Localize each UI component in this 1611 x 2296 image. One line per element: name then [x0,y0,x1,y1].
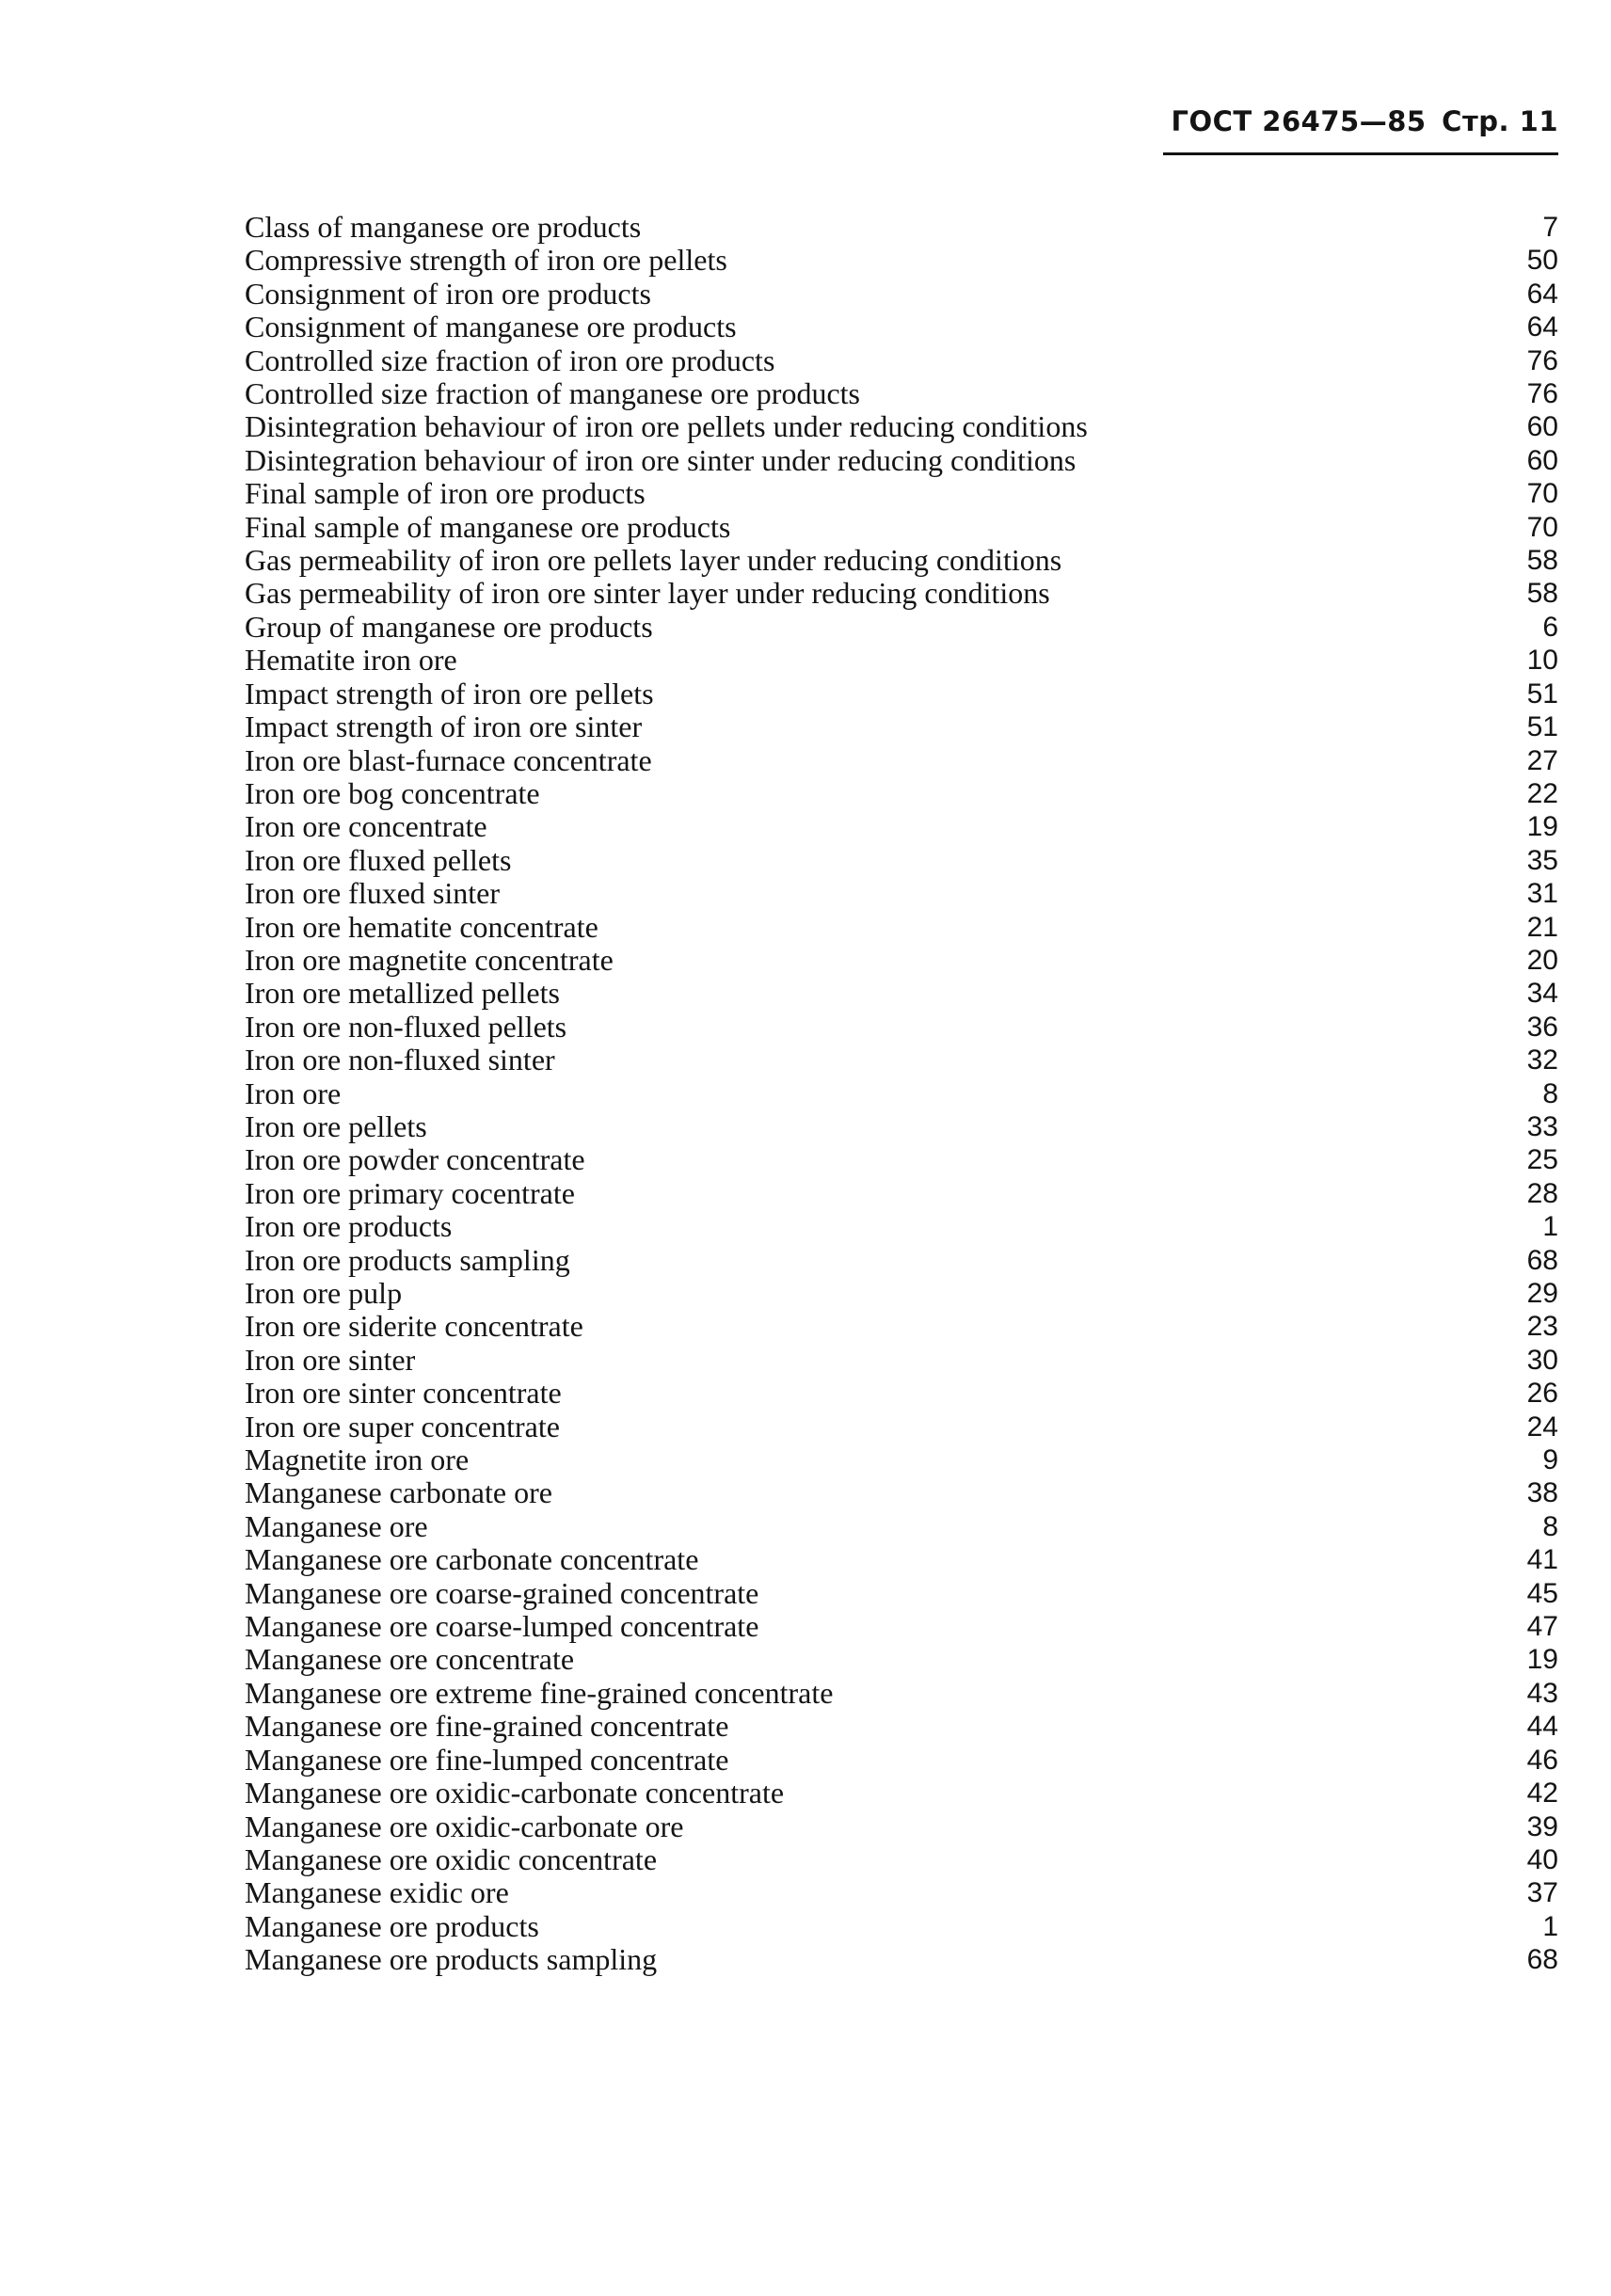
index-entry [245,1810,1558,1843]
index-page-number: 58 [1526,545,1558,577]
index-term: Iron ore blast-furnace concentrate [245,742,652,777]
index-term: Final sample of manganese ore products [245,509,731,544]
index-term: Consignment of manganese ore products [245,310,737,344]
index-entry [245,1077,1558,1110]
index-entry [245,810,1558,843]
index-entry [245,678,1558,710]
index-page-number: 8 [1542,1510,1558,1542]
index-page-number: 29 [1526,1278,1558,1309]
index-term: Manganese ore oxidic-carbonate concentrate [245,1776,785,1810]
index-entry [245,244,1558,277]
index-entry [245,1943,1558,1976]
index-term: Manganese ore coarse-lumped concentrate [245,1609,759,1644]
index-page-number: 6 [1542,611,1558,643]
index-entry [245,377,1558,410]
index-term: Impact strength of iron ore pellets [245,676,654,710]
index-entry [245,1011,1558,1044]
index-page-number: 35 [1526,844,1558,876]
index-page-number: 19 [1526,1644,1558,1676]
index-entry [245,1344,1558,1377]
index-entry [245,644,1558,677]
index-entry [245,1443,1558,1476]
index-term: Manganese ore fine-lumped concentrate [245,1742,729,1777]
index-entry [245,544,1558,577]
index-page-number: 44 [1526,1711,1558,1743]
index-entry [245,1411,1558,1443]
index-entry [245,278,1558,311]
index-page-number: 47 [1526,1611,1558,1643]
index-term: Gas permeability of iron ore sinter layer under reducing conditions [245,576,1050,611]
index-entry [245,1876,1558,1909]
index-term: Manganese ore coarse-grained concentrate [245,1575,759,1610]
index-page-number: 60 [1526,411,1558,443]
index-page-number: 40 [1526,1843,1558,1875]
index-term: Iron ore pulp [245,1276,403,1310]
index-page-number: 76 [1526,378,1558,410]
index-term: Class of manganese ore products [245,210,642,244]
index-entry [245,877,1558,910]
index-entry [245,1910,1558,1943]
index-entry [245,977,1558,1010]
index-page-number: 58 [1526,578,1558,610]
index-page-number: 43 [1526,1677,1558,1709]
page-header [1163,105,1558,137]
index-page-number: 64 [1526,311,1558,343]
index-entry [245,444,1558,477]
index-term: Final sample of iron ore products [245,476,646,511]
index-page-number: 28 [1526,1177,1558,1209]
index-term: Manganese exidic ore [245,1875,509,1910]
index-page-number: 31 [1526,878,1558,910]
index-entry [245,744,1558,777]
index-term: Manganese ore [245,1508,428,1543]
index-entry [245,477,1558,510]
index-term: Manganese ore oxidic concentrate [245,1842,658,1876]
index-entry [245,710,1558,743]
index-entry [245,1510,1558,1543]
index-page-number: 10 [1526,645,1558,677]
index-page-number: 68 [1526,1944,1558,1976]
header-rule [1163,152,1558,155]
index-page-number: 37 [1526,1877,1558,1909]
index-page-number: 30 [1526,1344,1558,1376]
index-term: Iron ore concentrate [245,809,487,844]
index-entry [245,844,1558,877]
index-term: Iron ore products [245,1209,453,1244]
index-term: Controlled size fraction of manganese ore products [245,376,860,411]
index-entry [245,611,1558,644]
index-page-number: 41 [1526,1544,1558,1576]
index-entry [245,1643,1558,1676]
index-page-number: 64 [1526,278,1558,310]
index-term: Manganese ore extreme fine-grained concentrate [245,1675,834,1710]
index-entry [245,1244,1558,1277]
index-entry [245,211,1558,244]
index-entry [245,911,1558,944]
index-term: Iron ore super concentrate [245,1409,560,1443]
index-page-number: 23 [1526,1311,1558,1343]
index-page-number: 26 [1526,1378,1558,1410]
index-page-number: 51 [1526,711,1558,743]
index-term: Iron ore [245,1076,342,1110]
index-page-number: 25 [1526,1144,1558,1176]
index-term: Iron ore powder concentrate [245,1142,585,1177]
index-term: Iron ore siderite concentrate [245,1309,583,1344]
index-page-number: 8 [1542,1077,1558,1109]
index-entry [245,1677,1558,1710]
index-page-number: 20 [1526,944,1558,976]
index-entry [245,577,1558,610]
index-page-number: 27 [1526,744,1558,776]
index-term: Gas permeability of iron ore pellets layer under reducing conditions [245,543,1062,578]
index-entry [245,1177,1558,1210]
index-page-number: 22 [1526,777,1558,809]
index-entry [245,944,1558,977]
index-page-number: 1 [1542,1910,1558,1942]
index-term: Iron ore magnetite concentrate [245,942,614,977]
index-page-number: 19 [1526,811,1558,843]
index-term: Iron ore sinter concentrate [245,1376,562,1411]
index-term: Manganese ore concentrate [245,1642,575,1677]
index-term: Magnetite iron ore [245,1443,470,1477]
index-term: Manganese ore carbonate concentrate [245,1542,699,1577]
index-page-number: 46 [1526,1744,1558,1776]
index-term: Iron ore non-fluxed sinter [245,1043,555,1077]
index-entry [245,1843,1558,1876]
index-page-number: 39 [1526,1810,1558,1842]
index-entry [245,1143,1558,1176]
index-page-number: 34 [1526,978,1558,1010]
page-number: Стр. 11 [1442,105,1558,137]
index-term: Disintegration behaviour of iron ore sinter under reducing conditions [245,442,1077,477]
term-index [245,211,1558,1977]
index-term: Iron ore non-fluxed pellets [245,1009,567,1044]
index-page-number: 60 [1526,444,1558,476]
index-term: Compressive strength of iron ore pellets [245,243,727,278]
index-term: Group of manganese ore products [245,609,653,644]
index-term: Iron ore fluxed pellets [245,842,512,877]
index-entry [245,1777,1558,1810]
index-term: Iron ore hematite concentrate [245,909,598,944]
index-term: Iron ore primary cocentrate [245,1175,575,1210]
index-entry [245,1710,1558,1743]
index-page-number: 36 [1526,1011,1558,1043]
index-entry [245,777,1558,810]
index-entry [245,1377,1558,1410]
index-page-number: 32 [1526,1044,1558,1076]
index-page-number: 70 [1526,478,1558,510]
index-page-number: 7 [1542,212,1558,243]
index-page-number: 1 [1542,1211,1558,1243]
index-page-number: 9 [1542,1444,1558,1476]
index-page-number: 51 [1526,678,1558,710]
index-term: Hematite iron ore [245,643,457,678]
index-term: Iron ore sinter [245,1342,416,1377]
index-entry [245,1277,1558,1310]
index-entry [245,1044,1558,1076]
index-entry [245,1744,1558,1777]
index-page-number: 50 [1526,245,1558,277]
index-term: Iron ore bog concentrate [245,775,540,810]
index-term: Manganese ore oxidic-carbonate ore [245,1809,684,1843]
index-term: Manganese ore products [245,1908,539,1943]
standard-number: ГОСТ 26475—85 [1171,105,1427,137]
index-entry [245,1110,1558,1143]
index-page-number: 45 [1526,1577,1558,1609]
index-entry [245,1577,1558,1610]
index-term: Manganese carbonate ore [245,1475,552,1510]
index-entry [245,344,1558,377]
index-entry [245,1610,1558,1643]
index-term: Iron ore fluxed sinter [245,876,501,911]
index-page-number: 33 [1526,1110,1558,1142]
index-page-number: 38 [1526,1477,1558,1509]
index-entry [245,410,1558,443]
index-term: Iron ore pellets [245,1108,427,1143]
index-page-number: 21 [1526,911,1558,943]
index-term: Manganese ore fine-grained concentrate [245,1709,729,1744]
index-entry [245,1310,1558,1343]
index-term: Disintegration behaviour of iron ore pellets under reducing conditions [245,409,1088,444]
index-term: Controlled size fraction of iron ore products [245,343,775,377]
index-term: Impact strength of iron ore sinter [245,710,643,744]
index-page-number: 76 [1526,344,1558,376]
index-page-number: 70 [1526,511,1558,543]
index-entry [245,1543,1558,1576]
index-page-number: 24 [1526,1411,1558,1443]
index-term: Consignment of iron ore products [245,276,651,311]
index-term: Iron ore metallized pellets [245,976,560,1011]
index-term: Iron ore products sampling [245,1242,570,1277]
index-entry [245,1210,1558,1243]
index-entry [245,511,1558,544]
index-term: Manganese ore products sampling [245,1942,658,1977]
index-page-number: 42 [1526,1778,1558,1810]
index-entry [245,311,1558,343]
index-page-number: 68 [1526,1244,1558,1276]
index-entry [245,1476,1558,1509]
